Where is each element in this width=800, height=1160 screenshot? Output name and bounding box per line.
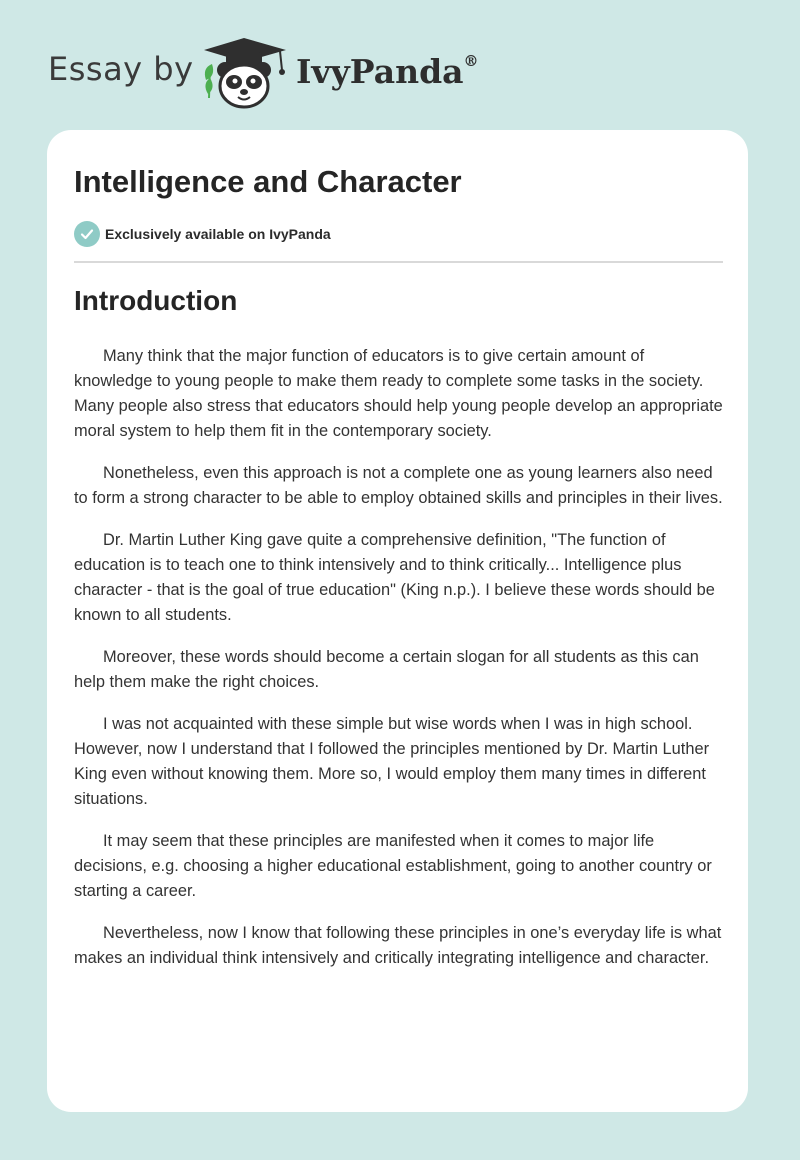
paragraph: It may seem that these principles are manifested when it comes to major life decisions, e.g. choosing a higher educational establishment, going to another country or starting a career. xyxy=(74,832,712,900)
registered-mark: ® xyxy=(463,52,479,70)
panda-graduate-icon[interactable] xyxy=(200,36,292,110)
section-heading: Introduction xyxy=(74,285,238,316)
paragraph: Dr. Martin Luther King gave quite a comprehensive definition, "The function of education is to teach one to think intensively and to think critically... Intelligence plus character - that is the goal of true education" (King n.p.). I believe these words should be known to all students. xyxy=(74,531,715,624)
paragraph: Nonetheless, even this approach is not a complete one as young learners also need to form a strong character to be able to employ obtained skills and principles in their lives. xyxy=(74,464,723,507)
brand-label: IvyPanda xyxy=(296,52,464,91)
paragraph: I was not acquainted with these simple but wise words when I was in high school. However, now I understand that I followed the principles mentioned by Dr. Martin Luther King even without knowing them. More so, I would employ them many times in different situations. xyxy=(74,715,710,808)
essay-card xyxy=(47,130,748,1112)
essay-by-label: Essay by xyxy=(48,50,194,88)
paragraph: Many think that the major function of educators is to give certain amount of knowledge to young people to make them ready to complete some tasks in the society. Many people also stress that educators should help young people develop an appropriate moral system to help them fit in the contemporary society. xyxy=(74,347,723,440)
exclusive-badge xyxy=(74,221,331,247)
brand-name[interactable] xyxy=(296,52,479,91)
paragraph: Nevertheless, now I know that following these principles in one’s everyday life is what makes an individual think intensively and critically integrating intelligence and character. xyxy=(74,924,722,967)
paragraph: Moreover, these words should become a certain slogan for all students as this can help them make the right choices. xyxy=(74,648,699,691)
page-title: Intelligence and Character xyxy=(74,164,462,199)
essay-body xyxy=(74,344,725,988)
check-circle-icon xyxy=(74,221,100,247)
divider xyxy=(74,261,723,263)
exclusive-badge-text: Exclusively available on IvyPanda xyxy=(105,226,331,242)
site-header xyxy=(0,0,800,130)
